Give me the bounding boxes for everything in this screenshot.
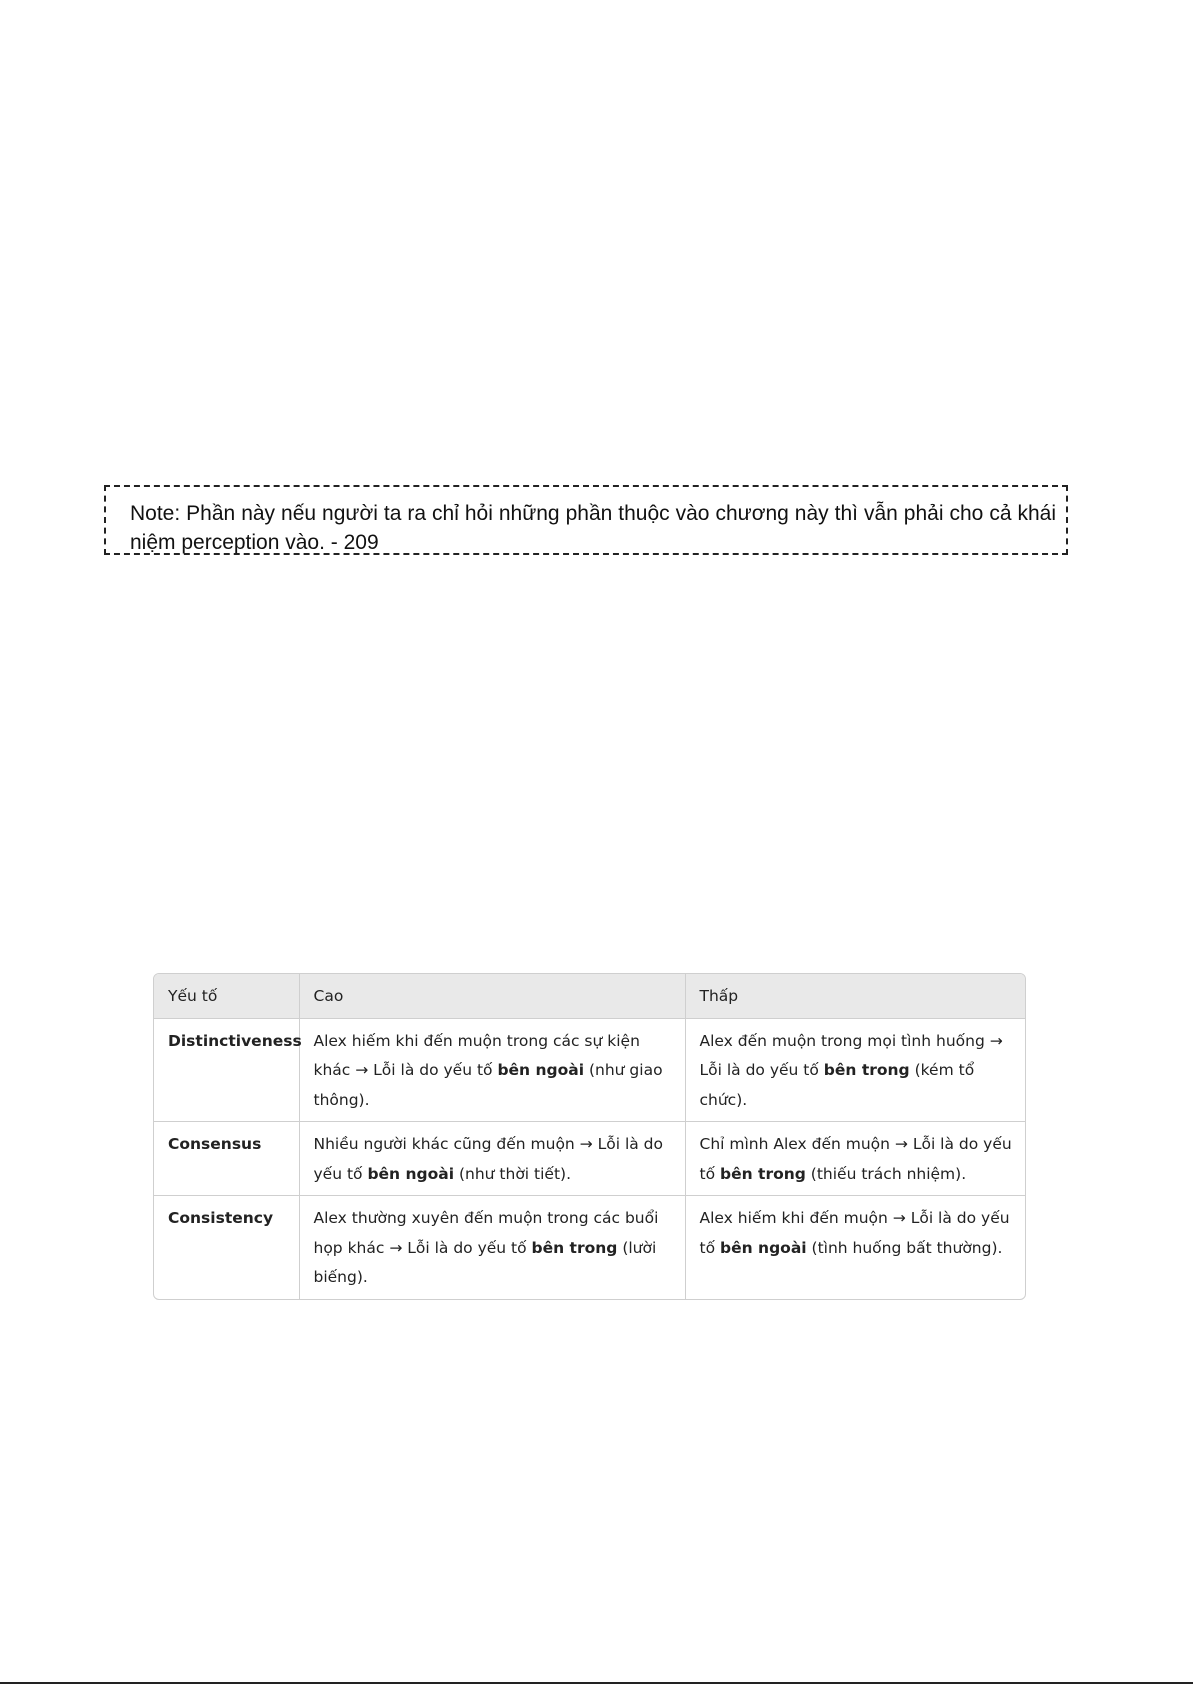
page-bottom-rule bbox=[0, 1682, 1193, 1684]
cell-low: Alex đến muộn trong mọi tình huống → Lỗi là do yếu tố bên trong (kém tổ chức). bbox=[685, 1018, 1026, 1122]
note-text: Note: Phần này nếu người ta ra chỉ hỏi những phần thuộc vào chương này thì vẫn phải cho cả khái niệm perception vào. - 209 bbox=[130, 502, 1056, 554]
header-factor: Yếu tố bbox=[154, 974, 299, 1018]
table-row bbox=[154, 1018, 1026, 1122]
header-high: Cao bbox=[299, 974, 685, 1018]
header-low: Thấp bbox=[685, 974, 1026, 1018]
cell-high: Alex thường xuyên đến muộn trong các buổi họp khác → Lỗi là do yếu tố bên trong (lười biếng). bbox=[299, 1196, 685, 1299]
row-factor: Consistency bbox=[154, 1196, 299, 1299]
note-box bbox=[104, 485, 1068, 555]
cell-low: Alex hiếm khi đến muộn → Lỗi là do yếu tố bên ngoài (tình huống bất thường). bbox=[699, 1209, 1010, 1257]
table-row bbox=[154, 1122, 1026, 1196]
table-header-row bbox=[154, 974, 1026, 1018]
cell-high: Nhiều người khác cũng đến muộn → Lỗi là do yếu tố bên ngoài (như thời tiết). bbox=[299, 1122, 685, 1196]
row-factor: Distinctiveness bbox=[154, 1018, 299, 1122]
table-row bbox=[154, 1196, 1026, 1299]
cell-high: Alex hiếm khi đến muộn trong các sự kiện khác → Lỗi là do yếu tố bên ngoài (như giao thông). bbox=[299, 1018, 685, 1122]
attribution-table bbox=[153, 973, 1026, 1300]
cell-low: Chỉ mình Alex đến muộn → Lỗi là do yếu tố bên trong (thiếu trách nhiệm). bbox=[685, 1122, 1026, 1196]
row-factor: Consensus bbox=[154, 1122, 299, 1196]
